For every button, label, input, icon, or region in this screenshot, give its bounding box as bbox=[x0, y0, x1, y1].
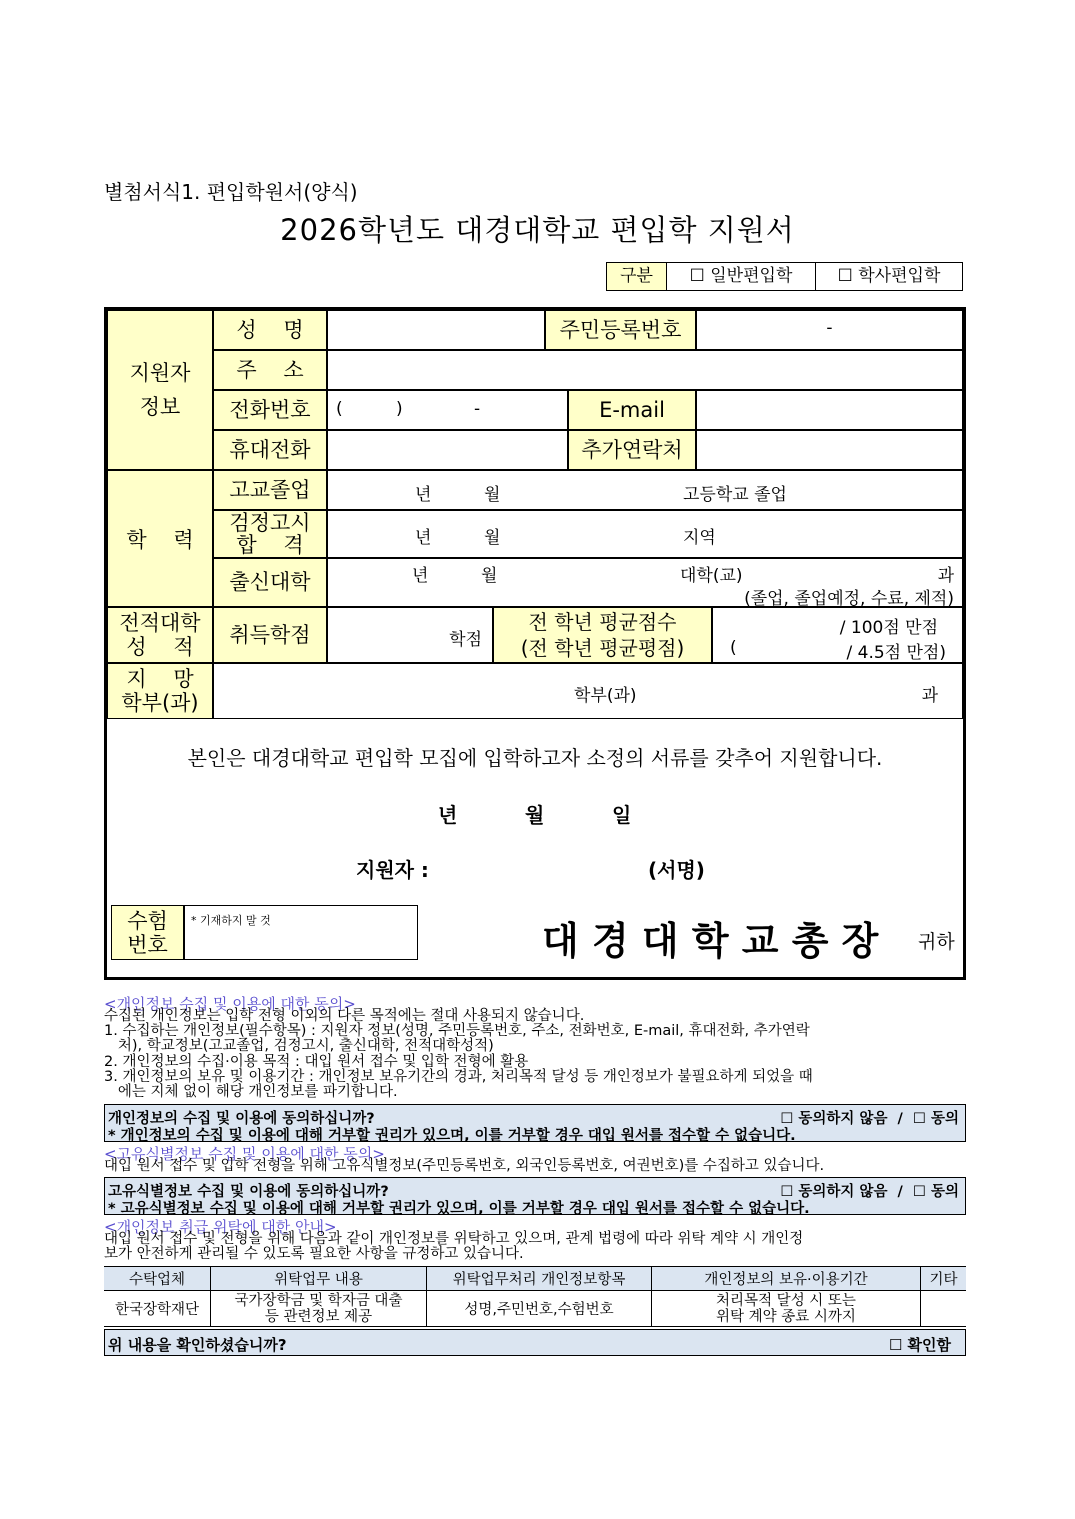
privacy-item3-b: 에는 지체 없이 해당 개인정보를 파기합니다. bbox=[104, 1084, 398, 1100]
univ-field[interactable] bbox=[327, 558, 963, 607]
section-applicant-line2: 정보 bbox=[139, 395, 181, 419]
privacy-consent-note: * 개인정보의 수집 및 이용에 대해 거부할 권리가 있으며, 이를 거부할 경우 대입 원서를 접수할 수 없습니다. bbox=[108, 1128, 796, 1144]
ged-field[interactable] bbox=[327, 510, 963, 558]
header-period: 개인정보의 보유·이용기간 bbox=[652, 1267, 921, 1291]
privacy-consent-question: 개인정보의 수집 및 이용에 동의하십니까? bbox=[108, 1111, 375, 1127]
hs-year-unit: 년 bbox=[415, 485, 432, 505]
avg-score-label bbox=[493, 607, 712, 663]
header-task: 위탁업무 내용 bbox=[211, 1267, 427, 1291]
unique-id-consent-options[interactable]: ☐ 동의하지 않음 / ☐ 동의 bbox=[780, 1184, 959, 1200]
prior-grades-line1: 전적대학 bbox=[119, 611, 201, 635]
email-label: E-mail bbox=[568, 390, 696, 430]
recipient-suffix: 귀하 bbox=[918, 931, 955, 953]
ged-label bbox=[213, 510, 327, 558]
category-label: 구분 bbox=[607, 263, 667, 290]
avg-score-100: / 100점 만점 bbox=[839, 618, 938, 638]
ged-year-unit: 년 bbox=[415, 528, 432, 548]
desired-dept-unit: 학부(과) bbox=[574, 686, 637, 706]
ged-label-line1: 검정고시 bbox=[229, 511, 311, 535]
signature-mark[interactable]: (서명) bbox=[648, 858, 705, 882]
phone-label: 전화번호 bbox=[213, 390, 327, 430]
unique-id-consent-question: 고유식별정보 수집 및 이용에 동의하십니까? bbox=[108, 1184, 389, 1200]
unique-id-intro: 대입 원서 접수 및 입학 전형을 위해 고유식별정보(주민등록번호, 외국인등록번호, 여권번호)를 수집하고 있습니다. bbox=[104, 1158, 825, 1174]
outsourcing-intro-a: 대입 원서 접수 및 전형을 위해 다음과 같이 개인정보를 위탁하고 있으며, 관계 법령에 따라 위탁 계약 시 개인정 bbox=[104, 1231, 804, 1247]
privacy-item3-a: 3. 개인정보의 보유 및 이용기간 : 개인정보 보유기간의 경과, 처리목적 달성 등 개인정보가 불필요하게 되었을 때 bbox=[104, 1069, 813, 1085]
extra-contact-field[interactable] bbox=[696, 430, 963, 470]
univ-year-unit: 년 bbox=[412, 566, 429, 586]
outsourcing-heading: <개인정보 취급 위탁에 대한 안내> bbox=[104, 1218, 337, 1236]
form-label: 별첨서식1. 편입학원서(양식) bbox=[104, 180, 358, 204]
exam-number-field bbox=[184, 905, 418, 960]
row-task-line1: 국가장학금 및 학자금 대출 bbox=[234, 1292, 403, 1309]
hs-month-unit: 월 bbox=[484, 485, 501, 505]
ged-suffix: 지역 bbox=[683, 528, 716, 548]
privacy-item1-b: 처), 학교정보(고교졸업, 검정고시, 출신대학, 전적대학성적) bbox=[104, 1038, 494, 1054]
row-task-line2: 등 관련정보 제공 bbox=[264, 1308, 373, 1325]
mobile-field[interactable] bbox=[327, 430, 568, 470]
avg-score-label-line2: (전 학년 평균평점) bbox=[520, 636, 685, 660]
hs-suffix: 고등학교 졸업 bbox=[683, 485, 787, 505]
outsourcing-table bbox=[104, 1266, 966, 1327]
exam-number-note: * 기재하지 말 것 bbox=[191, 914, 271, 927]
privacy-item1-a: 1. 수집하는 개인정보(필수항목) : 지원자 정보(성명, 주민등록번호, 주소, 전화번호, E-mail, 휴대전화, 추가연락 bbox=[104, 1023, 810, 1039]
outsourcing-confirm-box bbox=[104, 1329, 966, 1356]
header-company: 수탁업체 bbox=[104, 1267, 211, 1291]
outsourcing-confirm-checkbox[interactable]: ☐ 확인함 bbox=[888, 1336, 951, 1354]
section-applicant-line1: 지원자 bbox=[129, 361, 191, 385]
ged-label-line2: 합 격 bbox=[236, 533, 304, 557]
univ-suffix: 대학(교) bbox=[680, 566, 743, 586]
date-month-unit: 월 bbox=[525, 803, 545, 827]
declaration: 본인은 대경대학교 편입학 모집에 입학하고자 소정의 서류를 갖추어 지원합니다. bbox=[187, 746, 883, 770]
mobile-label: 휴대전화 bbox=[213, 430, 327, 470]
credits-unit: 학점 bbox=[449, 630, 482, 650]
privacy-item2: 2. 개인정보의 수집·이용 목적 : 대입 원서 접수 및 입학 전형에 활용 bbox=[104, 1054, 529, 1070]
phone-open-paren: ( bbox=[336, 399, 343, 419]
outsourcing-confirm-question: 위 내용을 확인하셨습니까? bbox=[108, 1336, 287, 1354]
exam-number-label bbox=[111, 905, 184, 960]
unique-id-consent-note: * 고유식별정보 수집 및 이용에 대해 거부할 권리가 있으며, 이를 거부할 경우 대입 원서를 접수할 수 없습니다. bbox=[108, 1201, 810, 1217]
desired-line1: 지 망 bbox=[126, 667, 194, 691]
ged-month-unit: 월 bbox=[484, 528, 501, 548]
desired-line2: 학부(과) bbox=[121, 691, 199, 715]
privacy-intro: 수집된 개인정보는 입학 전형 이외의 다른 목적에는 절대 사용되지 않습니다. bbox=[104, 1008, 585, 1024]
address-label: 주 소 bbox=[213, 350, 327, 390]
desired-dept-field[interactable] bbox=[213, 663, 963, 719]
row-period-line1: 처리목적 달성 시 또는 bbox=[716, 1292, 856, 1309]
hs-grad-field[interactable] bbox=[327, 470, 963, 510]
unique-id-heading: <고유식별정보 수집 및 이용에 대한 동의> bbox=[104, 1145, 385, 1163]
credits-field[interactable] bbox=[327, 607, 493, 663]
category-box bbox=[606, 262, 963, 291]
table-row bbox=[104, 1291, 966, 1327]
hs-grad-label: 고교졸업 bbox=[213, 470, 327, 510]
exam-number-label-line1: 수험 bbox=[127, 908, 168, 933]
row-company: 한국장학재단 bbox=[104, 1291, 211, 1327]
signature-label: 지원자 : bbox=[356, 858, 429, 882]
privacy-consent-options[interactable]: ☐ 동의하지 않음 / ☐ 동의 bbox=[780, 1111, 959, 1127]
name-field[interactable] bbox=[327, 310, 545, 350]
row-period-line2: 위탁 계약 종료 시까지 bbox=[716, 1308, 856, 1325]
section-prior-grades bbox=[107, 607, 213, 663]
credits-label: 취득학점 bbox=[213, 607, 327, 663]
section-education: 학 력 bbox=[107, 470, 213, 607]
row-period bbox=[652, 1291, 921, 1327]
recipient-name: 대 경 대 학 교 총 장 bbox=[542, 919, 879, 963]
outsourcing-intro-b: 보가 안전하게 관리될 수 있도록 필요한 사항을 규정하고 있습니다. bbox=[104, 1246, 524, 1262]
univ-dept-unit: 과 bbox=[937, 566, 954, 586]
section-desired-dept bbox=[107, 663, 213, 719]
category-bachelor-checkbox[interactable]: ☐ 학사편입학 bbox=[837, 266, 941, 286]
outsourcing-header-row bbox=[104, 1267, 966, 1291]
unique-id-consent-box bbox=[104, 1177, 966, 1215]
rrn-label: 주민등록번호 bbox=[545, 310, 696, 350]
avg-score-label-line1: 전 학년 평균점수 bbox=[528, 610, 677, 634]
phone-dash: - bbox=[474, 399, 481, 419]
page-title: 2026학년도 대경대학교 편입학 지원서 bbox=[280, 213, 795, 247]
row-task bbox=[211, 1291, 427, 1327]
date-year-unit: 년 bbox=[438, 803, 458, 827]
desired-major-unit: 과 bbox=[921, 686, 938, 706]
row-items: 성명,주민번호,수험번호 bbox=[427, 1291, 652, 1327]
univ-label: 출신대학 bbox=[213, 558, 327, 607]
email-field[interactable] bbox=[696, 390, 963, 430]
header-items: 위탁업무처리 개인정보항목 bbox=[427, 1267, 652, 1291]
rrn-field[interactable]: - bbox=[696, 310, 963, 350]
section-applicant-info bbox=[107, 310, 213, 470]
univ-month-unit: 월 bbox=[481, 566, 498, 586]
avg-gpa-45: / 4.5점 만점) bbox=[846, 643, 946, 663]
exam-number-label-line2: 번호 bbox=[127, 932, 168, 957]
address-field[interactable] bbox=[327, 350, 963, 390]
category-general-checkbox[interactable]: ☐ 일반편입학 bbox=[667, 263, 816, 290]
privacy-consent-box bbox=[104, 1104, 966, 1142]
name-label: 성 명 bbox=[213, 310, 327, 350]
avg-score-field[interactable] bbox=[712, 607, 963, 663]
phone-close-paren: ) bbox=[396, 399, 403, 419]
phone-field[interactable] bbox=[327, 390, 568, 430]
univ-status-options: (졸업, 졸업예정, 수료, 제적) bbox=[744, 589, 954, 609]
row-etc bbox=[921, 1291, 967, 1327]
privacy-heading: <개인정보 수집 및 이용에 대한 동의> bbox=[104, 995, 356, 1013]
header-etc: 기타 bbox=[921, 1267, 967, 1291]
prior-grades-line2: 성 적 bbox=[126, 635, 194, 659]
extra-contact-label: 추가연락처 bbox=[568, 430, 696, 470]
avg-gpa-open-paren: ( bbox=[730, 638, 737, 658]
date-day-unit: 일 bbox=[612, 803, 632, 827]
